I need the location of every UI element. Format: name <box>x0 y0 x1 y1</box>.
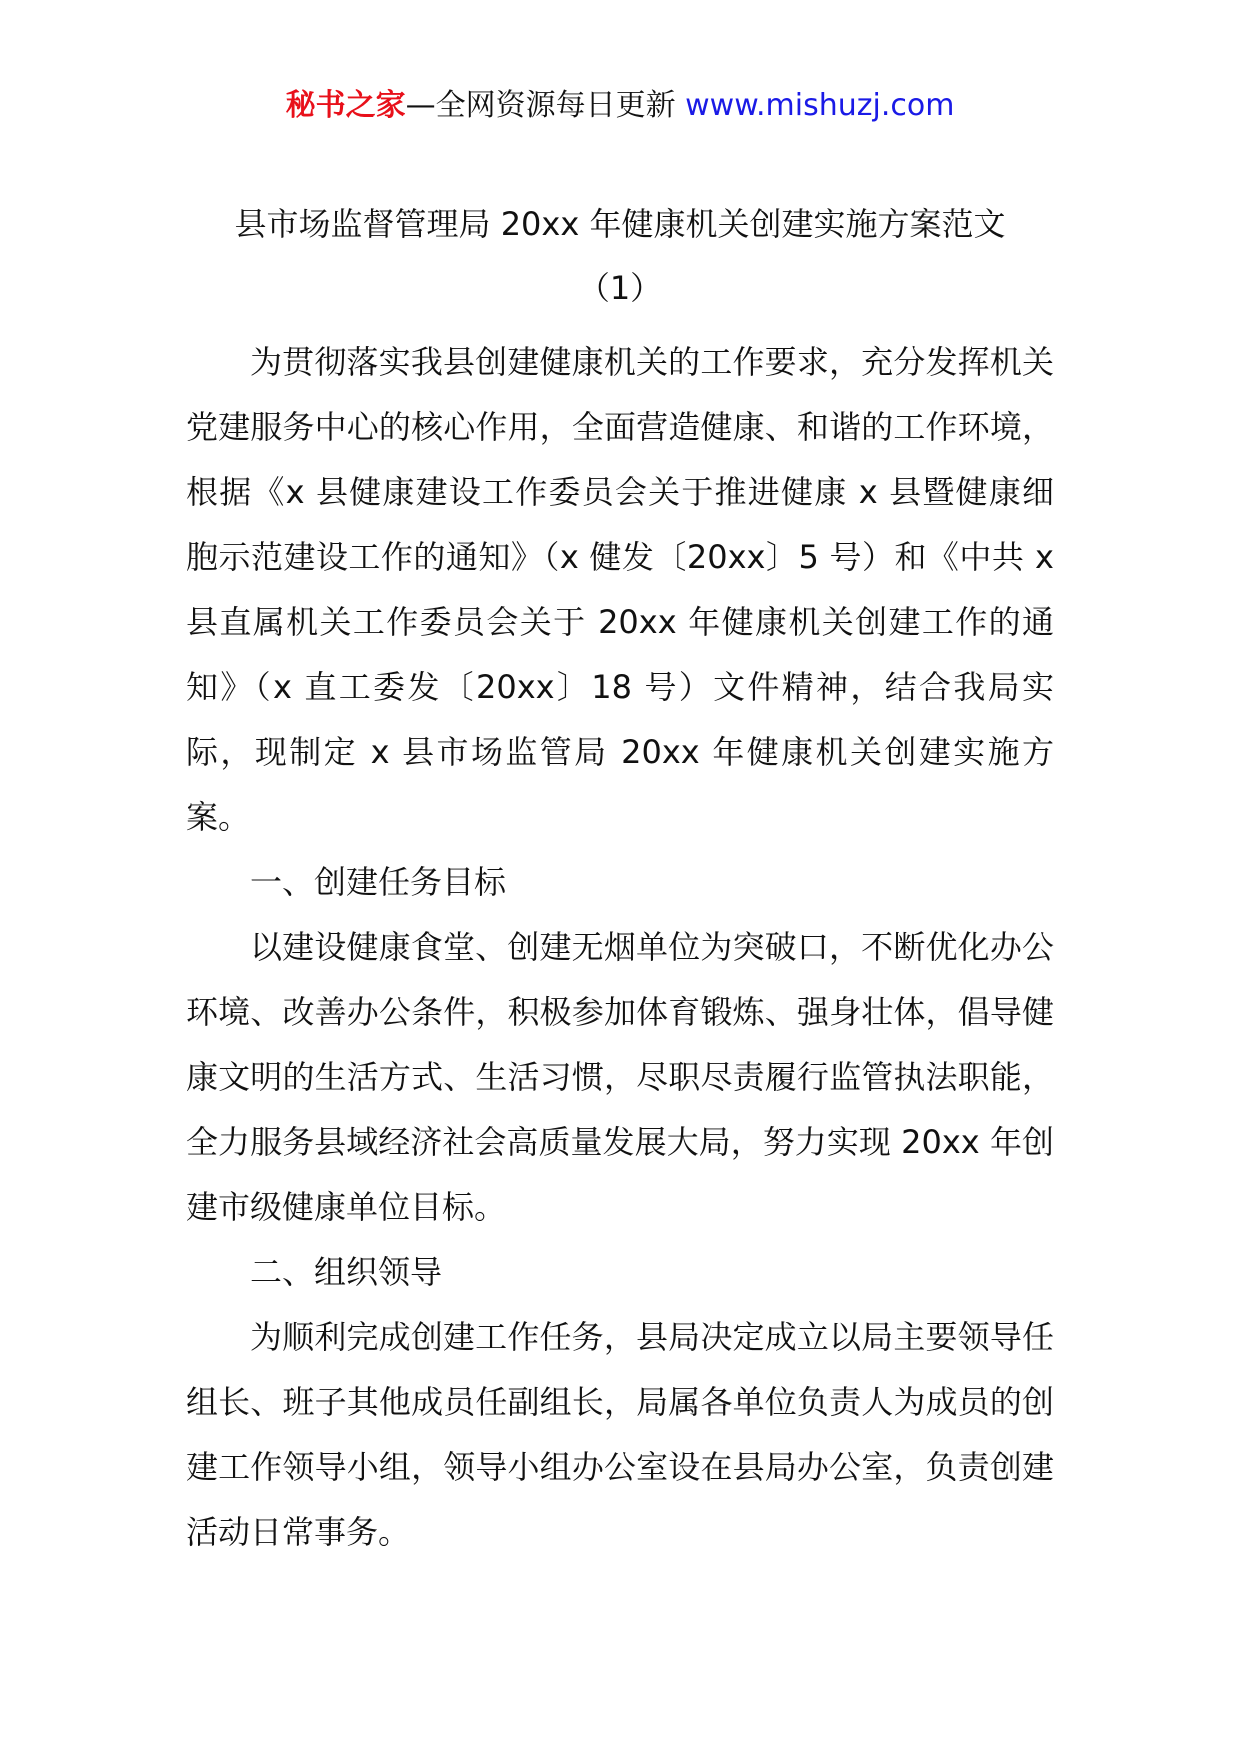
site-header <box>0 86 1240 126</box>
intro-paragraph: 为贯彻落实我县创建健康机关的工作要求，充分发挥机关党建服务中心的核心作用，全面营造健康、和谐的工作环境，根据《x 县健康建设工作委员会关于推进健康 x 县暨健康细胞示范建设工作的通知》（x 健发〔20xx〕5 号）和《中共 x 县直属机关工作委员会关于 20xx 年健康机关创建工作的通知》（x 直工委发〔20xx〕18 号）文件精神，结合我局实际，现制定 x 县市场监管局 20xx 年健康机关创建实施方案。 <box>186 343 1054 836</box>
section-heading-leadership: 二、组织领导 <box>250 1253 443 1291</box>
header-tagline: —全网资源每日更新 <box>405 88 676 123</box>
leadership-paragraph: 为顺利完成创建工作任务，县局决定成立以局主要领导任组长、班子其他成员任副组长，局属各单位负责人为成员的创建工作领导小组，领导小组办公室设在县局办公室，负责创建活动日常事务。 <box>186 1318 1054 1551</box>
document-body <box>186 330 1054 1565</box>
site-url-link[interactable]: www.mishuzj.com <box>685 88 955 123</box>
document-title: 县市场监督管理局 20xx 年健康机关创建实施方案范文 <box>234 205 1006 243</box>
section-heading-goals: 一、创建任务目标 <box>250 863 507 901</box>
brand-name: 秘书之家 <box>285 88 406 123</box>
goals-paragraph: 以建设健康食堂、创建无烟单位为突破口，不断优化办公环境、改善办公条件，积极参加体育锻炼、强身壮体，倡导健康文明的生活方式、生活习惯，尽职尽责履行监管执法职能，全力服务县域经济社会高质量发展大局，努力实现 20xx 年创建市级健康单位目标。 <box>186 928 1054 1226</box>
document-subtitle: （1） <box>577 269 663 307</box>
